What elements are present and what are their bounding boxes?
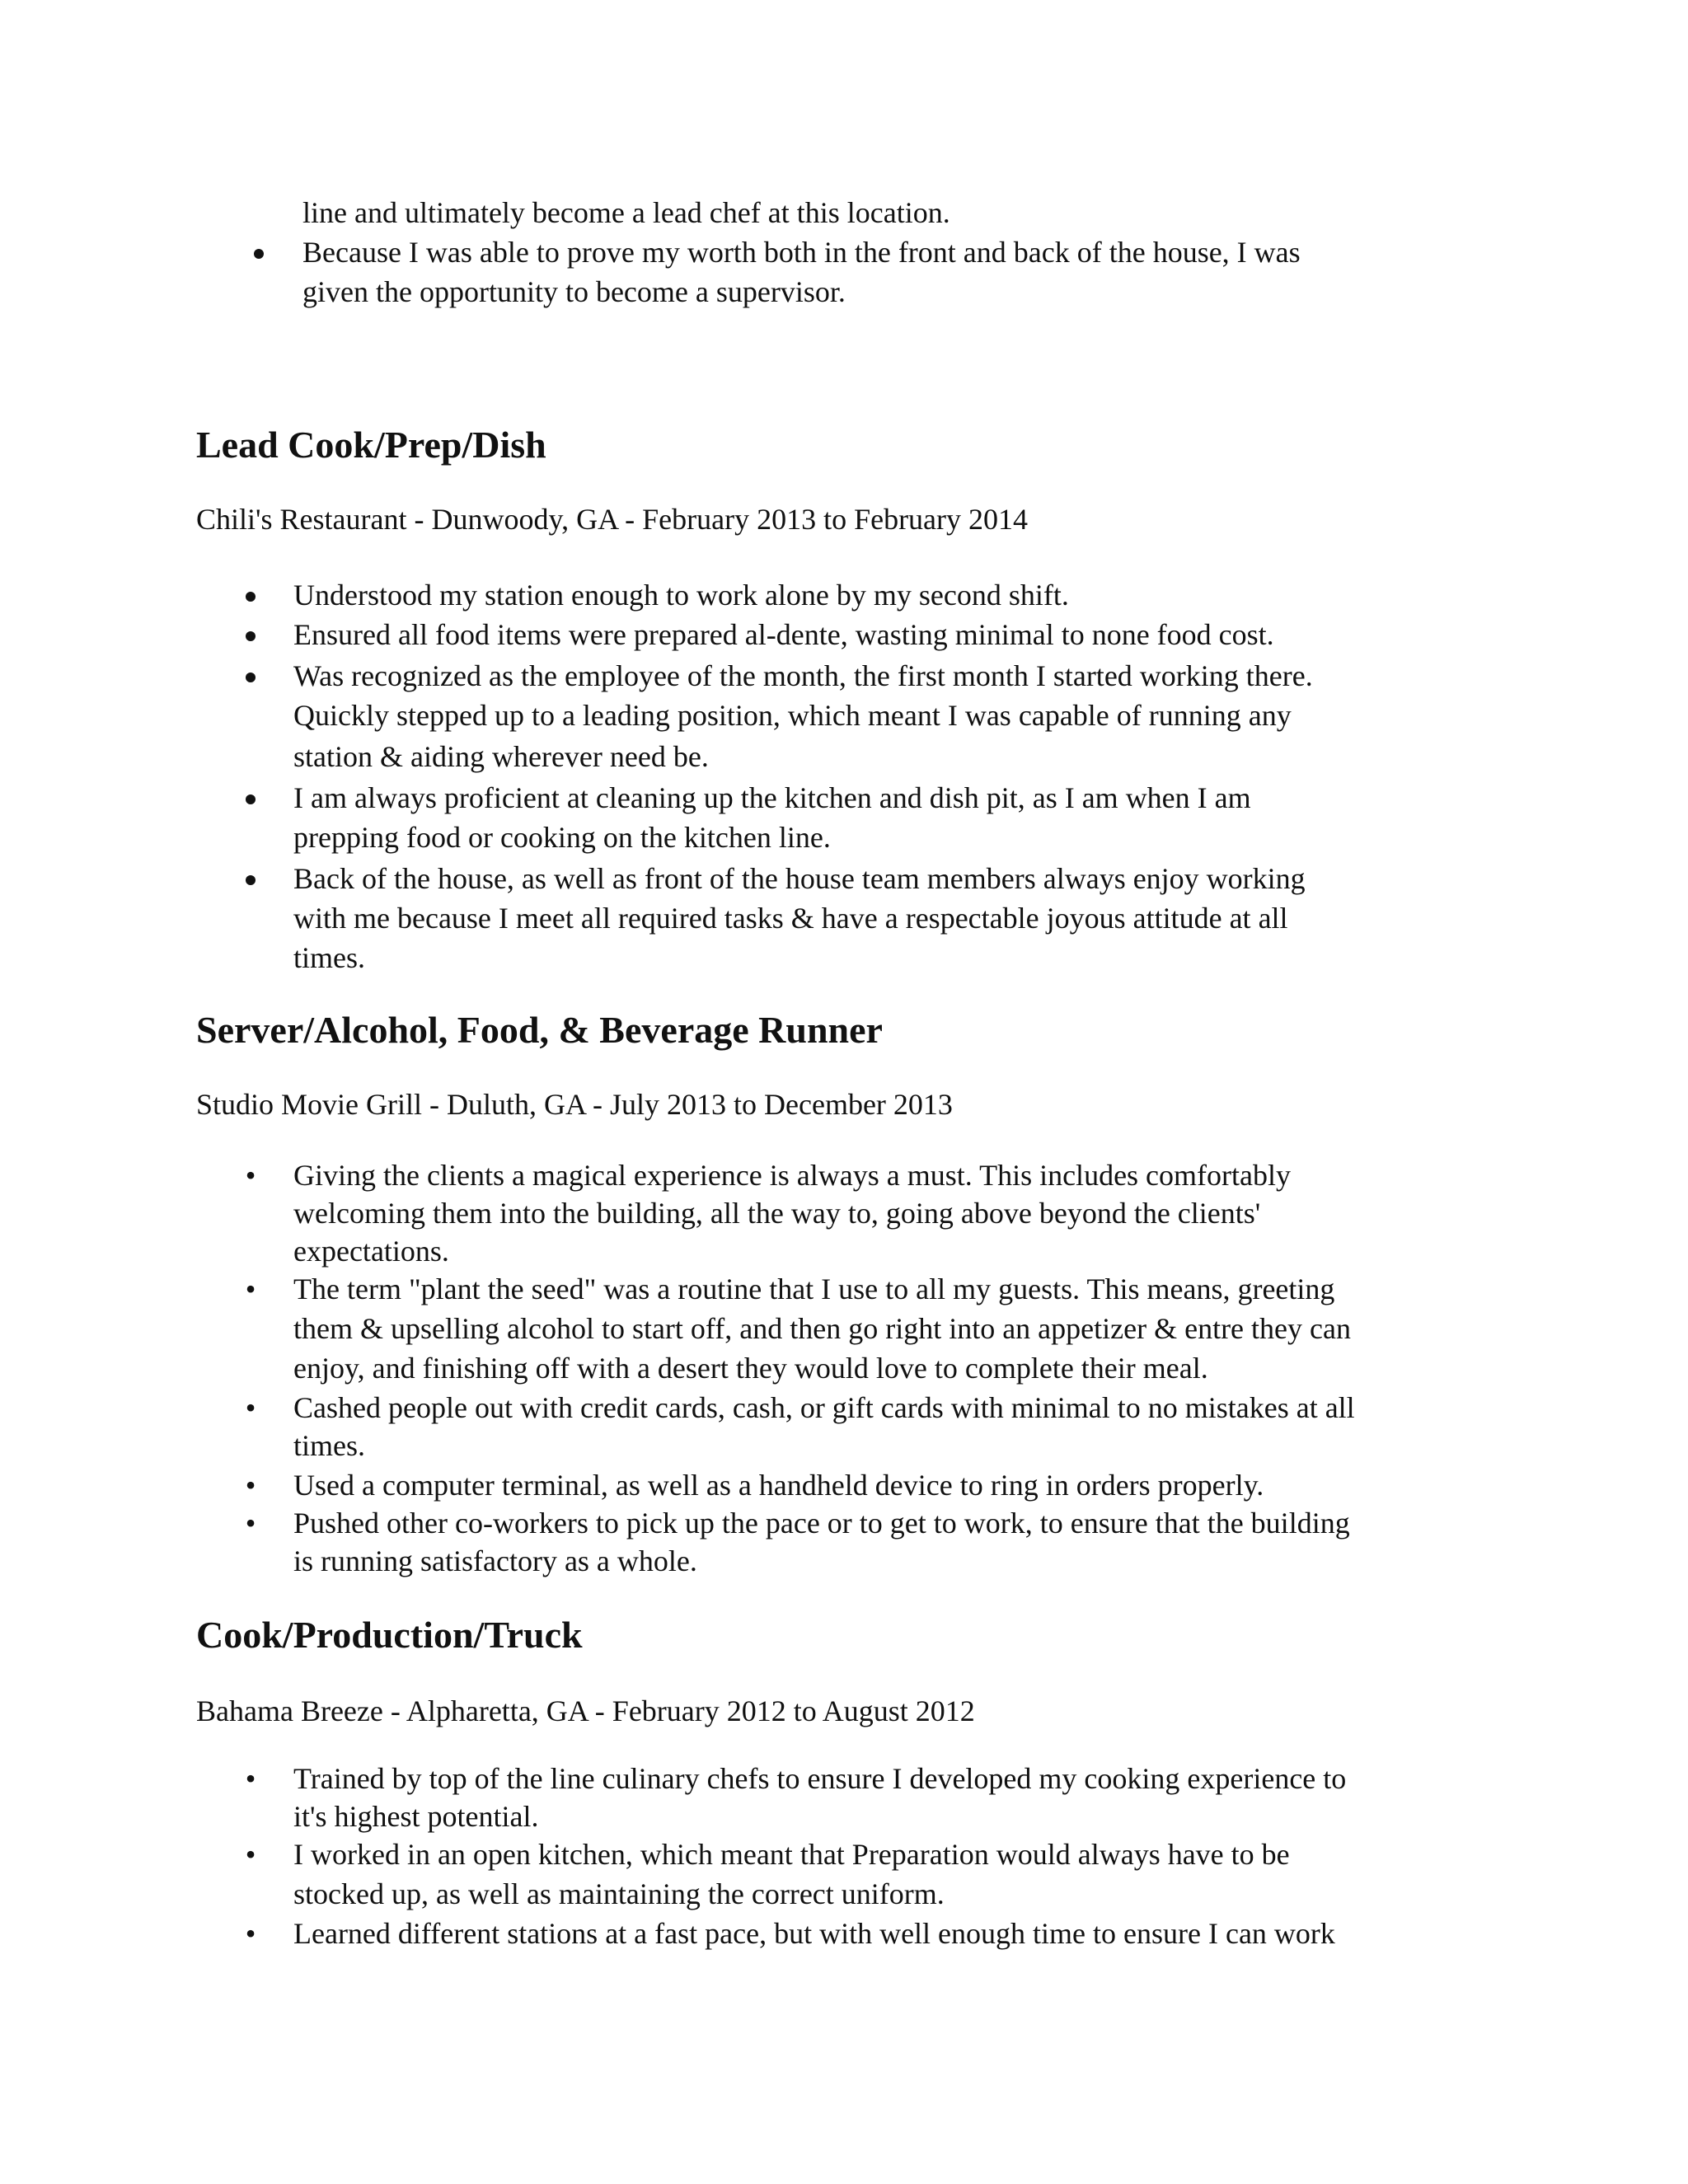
list-item: station & aiding wherever need be. [293,740,709,773]
bullet-marker [234,656,267,696]
list-item: Giving the clients a magical experience is always a must. This includes comfortably [293,1159,1291,1192]
list-item: prepping food or cooking on the kitchen line. [293,821,831,854]
list-item: welcoming them into the building, all the way to, going above beyond the clients' [293,1197,1261,1230]
bullet-marker: • [245,1507,256,1540]
bullet-marker: • [245,1159,256,1192]
job-meta: Chili's Restaurant - Dunwoody, GA - February 2013 to February 2014 [196,503,1029,536]
list-item: is running satisfactory as a whole. [293,1544,697,1577]
list-item: Back of the house, as well as front of the house team members always enjoy working [293,862,1306,895]
job-meta: Bahama Breeze - Alpharetta, GA - February 2012 to August 2012 [196,1694,975,1727]
section-title: Server/Alcohol, Food, & Beverage Runner [196,1009,883,1051]
list-item: it's highest potential. [293,1800,539,1833]
list-item: with me because I meet all required tasks & have a respectable joyous attitude at all [293,902,1288,935]
section-title: Cook/Production/Truck [196,1614,583,1656]
list-item: I worked in an open kitchen, which meant that Preparation would always have to be [293,1838,1290,1871]
list-item: Learned different stations at a fast pace, but with well enough time to ensure I can work [293,1917,1335,1950]
list-item: Quickly stepped up to a leading position, which meant I was capable of running any [293,699,1292,732]
list-item: The term "plant the seed" was a routine that I use to all my guests. This means, greeting [293,1272,1335,1305]
job-meta: Studio Movie Grill - Duluth, GA - July 2013 to December 2013 [196,1088,953,1121]
bullet-marker: • [245,1762,256,1795]
bullet-marker [234,778,267,818]
list-item: times. [293,941,365,974]
intro-line: line and ultimately become a lead chef at this location. [302,196,950,229]
list-item: them & upselling alcohol to start off, and then go right into an appetizer & entre they can [293,1312,1351,1345]
intro-line: Because I was able to prove my worth both in the front and back of the house, I was [302,236,1301,269]
bullet-marker: • [245,1391,256,1424]
list-item: I am always proficient at cleaning up the kitchen and dish pit, as I am when I am [293,781,1251,814]
list-item: expectations. [293,1235,449,1268]
list-item: enjoy, and finishing off with a desert they would love to complete their meal. [293,1352,1208,1385]
list-item: Used a computer terminal, as well as a handheld device to ring in orders properly. [293,1469,1264,1502]
list-item: Ensured all food items were prepared al-dente, wasting minimal to none food cost. [293,618,1274,651]
bullet-marker [234,615,267,654]
list-item: Trained by top of the line culinary chefs to ensure I developed my cooking experience to [293,1762,1347,1795]
list-item: Was recognized as the employee of the month, the first month I started working there. [293,659,1313,692]
section-title: Lead Cook/Prep/Dish [196,424,546,466]
bullet-marker: • [245,1917,256,1950]
intro-line: given the opportunity to become a supervisor. [302,275,846,308]
list-item: Pushed other co-workers to pick up the pace or to get to work, to ensure that the building [293,1507,1350,1540]
list-item: stocked up, as well as maintaining the correct uniform. [293,1877,945,1910]
bullet-marker: • [245,1272,256,1305]
list-item: times. [293,1429,365,1462]
bullet-marker [234,575,267,615]
bullet-marker [234,859,267,898]
bullet-marker: • [245,1469,256,1502]
list-item: Cashed people out with credit cards, cash, or gift cards with minimal to no mistakes at all [293,1391,1355,1424]
bullet-marker: • [245,1838,256,1871]
bullet-marker [242,232,275,272]
list-item: Understood my station enough to work alone by my second shift. [293,579,1069,612]
